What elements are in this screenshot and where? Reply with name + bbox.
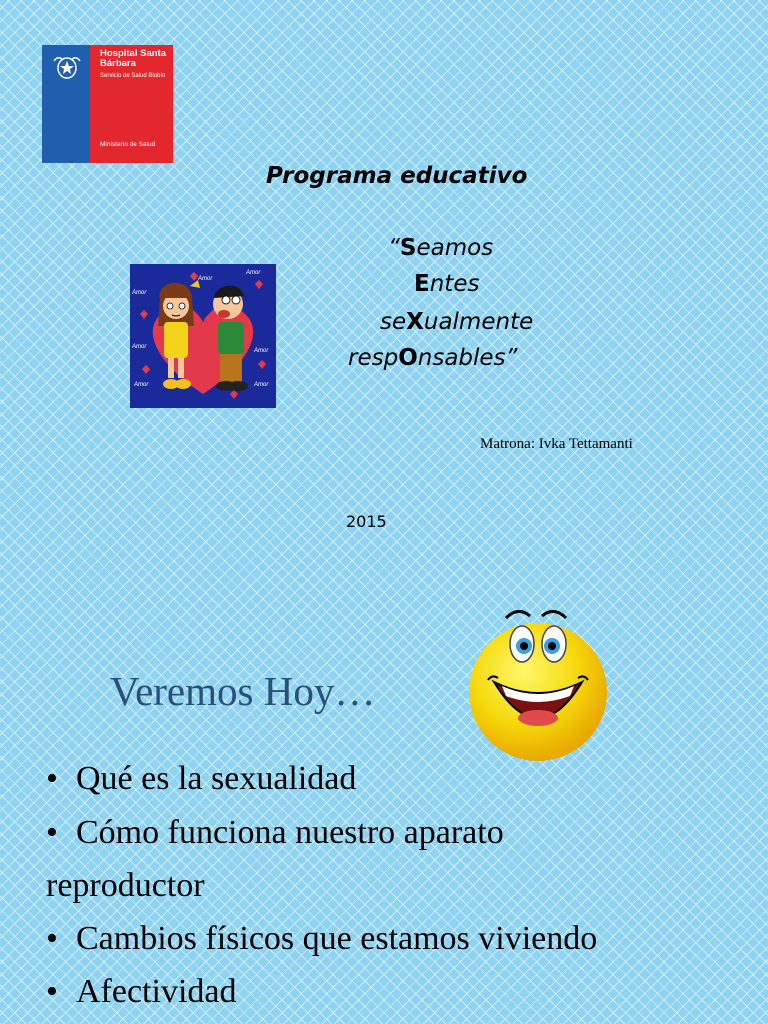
slogan-line-1: “Seamos bbox=[388, 235, 494, 261]
logo-service-name: Servicio de Salud Biobío bbox=[100, 73, 166, 79]
bullet-icon: • bbox=[46, 760, 58, 797]
amor-label: Amor bbox=[254, 348, 269, 354]
logo-hospital-name: Hospital Santa Bárbara bbox=[100, 48, 166, 69]
section-heading: Veremos Hoy… bbox=[110, 668, 376, 714]
year-label: 2015 bbox=[346, 512, 387, 531]
slogan-line-2: Entes bbox=[414, 271, 480, 297]
hospital-logo bbox=[42, 45, 173, 163]
list-item: • Cómo funciona nuestro aparato bbox=[46, 814, 504, 851]
amor-label: Amor bbox=[132, 290, 147, 296]
author-credit: Matrona: Ivka Tettamanti bbox=[480, 436, 633, 452]
amor-label: Amor bbox=[198, 276, 213, 282]
list-item: • Qué es la sexualidad bbox=[46, 760, 357, 797]
couple-cartoon-image bbox=[130, 264, 276, 408]
smiley-face-icon bbox=[466, 604, 612, 764]
bullet-icon: • bbox=[46, 920, 58, 957]
slogan-line-4: respOnsables” bbox=[348, 345, 518, 371]
bullet-icon: • bbox=[46, 814, 58, 851]
page-title: Programa educativo bbox=[266, 163, 528, 189]
logo-ministry-name: Ministerio de Salud bbox=[100, 141, 156, 148]
list-item-continuation: reproductor bbox=[46, 867, 205, 904]
amor-label: Amor bbox=[246, 270, 261, 276]
amor-label: Amor bbox=[132, 344, 147, 350]
list-item: • Cambios físicos que estamos viviendo bbox=[46, 920, 598, 957]
coat-of-arms-icon bbox=[50, 51, 84, 81]
bullet-icon: • bbox=[46, 973, 58, 1010]
slogan-line-3: seXualmente bbox=[380, 309, 534, 335]
amor-label: Amor bbox=[254, 382, 269, 388]
amor-label: Amor bbox=[134, 382, 149, 388]
list-item: • Afectividad bbox=[46, 973, 237, 1010]
